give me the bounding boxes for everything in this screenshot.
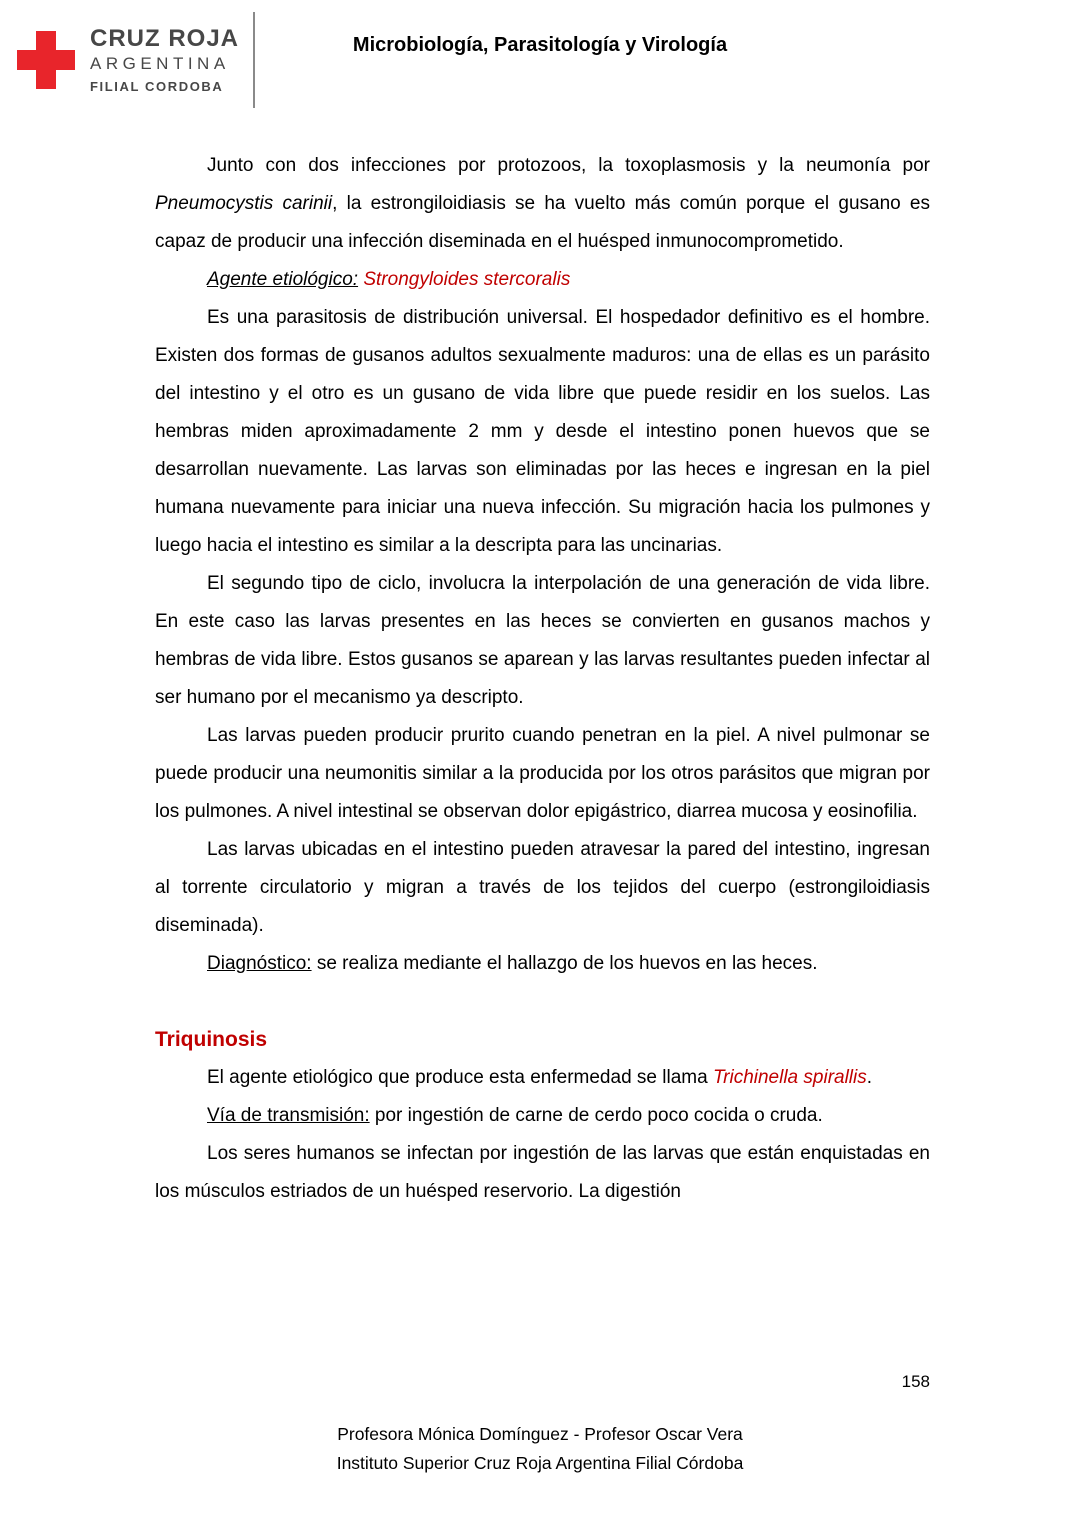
second-cycle-paragraph (155, 565, 930, 717)
page-footer (0, 1420, 1080, 1478)
triquinosis-agent-paragraph (155, 1059, 930, 1097)
text-run: El segundo tipo de ciclo, involucra la interpolación de una generación de vida libre. En este caso las larvas presentes en las heces se convierten en gusanos machos y hembras de vida libre. Estos gusanos se aparean y las larvas resultantes pueden infectar al ser humano por el mecanismo ya descripto. (155, 573, 930, 708)
text-run: Las larvas pueden producir prurito cuando penetran en la piel. A nivel pulmonar se puede producir una neumonitis similar a la producida por los otros parásitos que migran por los pulmones. A nivel intestinal se observan dolor epigástrico, diarrea mucosa y eosinofilia. (155, 725, 930, 822)
infection-paragraph (155, 1135, 930, 1211)
document-title: Microbiología, Parasitología y Virología (352, 34, 728, 56)
text-run: Diagnóstico: (207, 953, 312, 974)
page-number: 158 (901, 1372, 930, 1391)
text-run: Las larvas ubicadas en el intestino pueden atravesar la pared del intestino, ingresan al torrente circulatorio y migran a través de los tejidos del cuerpo (estrongiloidiasis diseminada). (155, 839, 930, 936)
page-header (0, 0, 1080, 147)
section-heading-triquinosis (155, 1021, 930, 1059)
text-run: Triquinosis (155, 1028, 268, 1051)
text-run: Pneumocystis carinii (155, 193, 333, 214)
agente-etiologico-line (155, 261, 930, 299)
species-name: Trichinella spirallis (712, 1067, 867, 1088)
text-run: Los seres humanos se infectan por ingestión de las larvas que están enquistadas en los músculos estriados de un huésped reservorio. La digestión (155, 1143, 930, 1202)
intro-paragraph (155, 147, 930, 261)
text-run: Agente etiológico: (207, 269, 359, 290)
logo-divider (253, 12, 255, 108)
via-transmision-line (155, 1097, 930, 1135)
text-run: se realiza mediante el hallazgo de los huevos en las heces. (311, 953, 818, 974)
text-run: por ingestión de carne de cerdo poco cocida o cruda. (369, 1105, 823, 1126)
logo-line-filial-cordoba: FILIAL CORDOBA (90, 78, 224, 94)
footer-credits-institute: Instituto Superior Cruz Roja Argentina Filial Córdoba (336, 1453, 744, 1473)
document-body (155, 147, 930, 1211)
cruz-roja-logo (14, 12, 255, 108)
text-run: . (866, 1067, 873, 1088)
species-name: Strongyloides stercoralis (363, 269, 571, 290)
symptoms-paragraph (155, 717, 930, 831)
distribution-paragraph (155, 299, 930, 565)
footer-credits-professors: Profesora Mónica Domínguez - Profesor Oscar Vera (337, 1424, 743, 1444)
text-run: Junto con dos infecciones por protozoos, la toxoplasmosis y la neumonía por (207, 155, 930, 176)
text-run: Vía de transmisión: (207, 1105, 370, 1126)
logo-line-cruz-roja: CRUZ ROJA (90, 24, 240, 52)
text-run: El agente etiológico que produce esta enfermedad se llama (207, 1067, 713, 1088)
text-run: Es una parasitosis de distribución universal. El hospedador definitivo es el hombre. Existen dos formas de gusanos adultos sexualmente maduros: una de ellas es un parásito del intestino y el otro es un gusano de vida libre que puede residir en los suelos. Las hembras miden aproximadamente 2 mm y desde el intestino ponen huevos que se desarrollan nuevamente. Las larvas son eliminadas por las heces e ingresan en la piel humana nuevamente para iniciar una nueva infección. Su migración hacia los pulmones y luego hacia el intestino es similar a la descripta para las uncinarias. (155, 307, 930, 556)
disseminated-paragraph (155, 831, 930, 945)
diagnostico-line (155, 945, 930, 983)
text-run: , la estrongiloidiasis se ha vuelto más común porque el gusano es capaz de producir una infección diseminada en el huésped inmunocomprometido. (155, 193, 930, 252)
logo-line-argentina: ARGENTINA (90, 54, 230, 74)
